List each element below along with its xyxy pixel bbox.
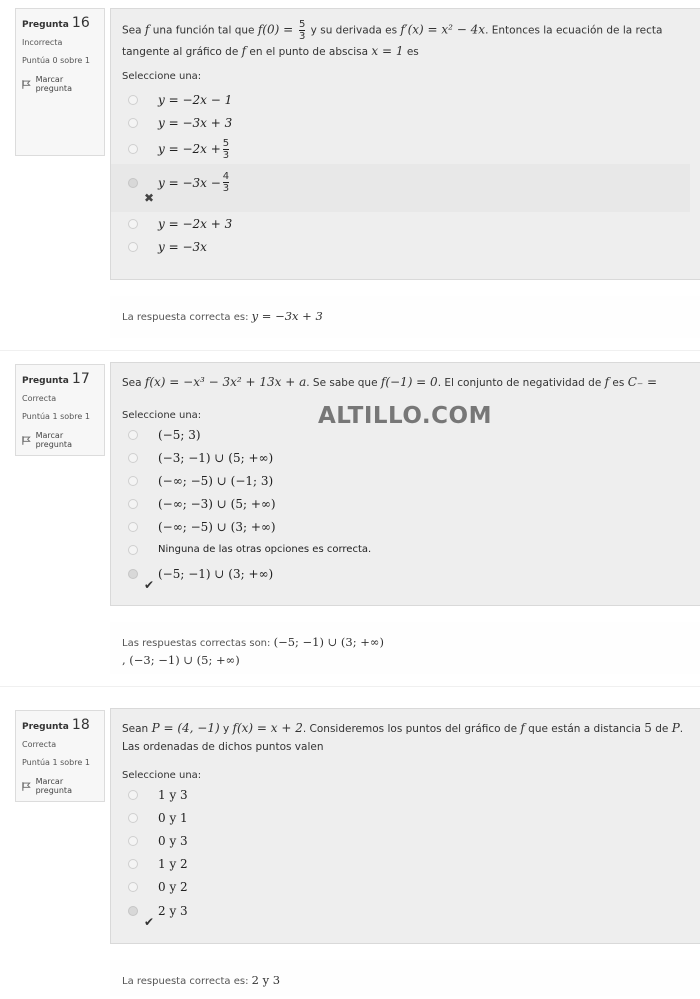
answer-option[interactable]: (−3; −1) ∪ (5; +∞) [122, 446, 690, 469]
answer-options [122, 423, 690, 597]
fraction: $\frac{5}{3}$ [222, 137, 230, 161]
flag-question-link[interactable] [22, 75, 99, 93]
answer-prompt: Seleccione una: [122, 770, 202, 781]
answer-option[interactable]: (−∞; −5) ∪ (3; +∞) [122, 515, 690, 538]
answer-option[interactable]: 0 y 3 [122, 829, 690, 852]
question-number: Pregunta 17 [22, 371, 90, 387]
question-info-panel [15, 710, 105, 802]
feedback-box [110, 622, 700, 674]
divider [0, 350, 700, 351]
radio-button[interactable] [128, 836, 138, 846]
question-state: Incorrecta [22, 38, 63, 47]
radio-button[interactable] [128, 476, 138, 486]
answer-option[interactable]: (−∞; −3) ∪ (5; +∞) [122, 492, 690, 515]
question-state: Correcta [22, 394, 57, 403]
question-number-value: 16 [71, 15, 90, 31]
answer-option[interactable]: 1 y 2 [122, 852, 690, 875]
question-text: Sea f(x) = −x³ − 3x² + 13x + a. Se sabe que f(−1) = 0. El conjunto de negatividad de f es C₋ = [122, 375, 658, 389]
radio-button[interactable] [128, 859, 138, 869]
answer-options [122, 88, 690, 258]
feedback-label: La respuesta correcta es: [122, 312, 252, 323]
radio-button[interactable] [128, 790, 138, 800]
fraction: $\frac{4}{3}$ [222, 171, 230, 194]
cross-icon: ✖ [144, 191, 155, 205]
radio-button[interactable] [128, 522, 138, 532]
feedback-value: 2 y 3 [251, 973, 281, 987]
radio-button[interactable] [128, 242, 138, 252]
fraction: $\frac{5}{3}$ [298, 19, 306, 42]
feedback-box [110, 960, 700, 996]
feedback-value-2: , (−3; −1) ∪ (5; +∞) [122, 653, 240, 667]
question-content [110, 8, 700, 280]
answer-options [122, 783, 690, 934]
answer-option[interactable]: 0 y 1 [122, 806, 690, 829]
flag-question-link[interactable]: Marcar pregunta [22, 777, 99, 795]
question-info-panel [15, 8, 105, 156]
check-icon: ✔ [144, 577, 155, 592]
flag-icon [22, 782, 31, 791]
radio-button[interactable] [128, 453, 138, 463]
answer-option[interactable]: y = −3x [122, 235, 690, 258]
answer-option[interactable]: y = −2x + $\frac{5}{3}$ [122, 134, 690, 164]
flag-question-link[interactable]: Marcar pregunta [22, 431, 99, 449]
flag-icon [22, 436, 31, 445]
answer-option[interactable]: 1 y 3 [122, 783, 690, 806]
answer-option[interactable]: (−∞; −5) ∪ (−1; 3) [122, 469, 690, 492]
radio-button[interactable] [128, 118, 138, 128]
radio-button[interactable] [128, 144, 138, 154]
feedback-value: (−5; −1) ∪ (3; +∞) [273, 635, 384, 649]
question-number [22, 15, 99, 31]
answer-prompt: Seleccione una: [122, 71, 202, 82]
feedback-label: Las respuestas correctas son: [122, 638, 274, 649]
question-number: Pregunta 18 [22, 717, 90, 733]
check-icon: ✔ [144, 914, 155, 929]
feedback-label: La respuesta correcta es: [122, 976, 252, 987]
flag-icon [22, 80, 31, 89]
radio-button[interactable] [128, 95, 138, 105]
radio-button[interactable] [128, 813, 138, 823]
answer-option[interactable]: y = −2x − 1 [122, 88, 690, 111]
question-grade: Puntúa 1 sobre 1 [22, 758, 90, 767]
answer-option-selected[interactable]: 2 y 3 ✔ [122, 898, 690, 934]
radio-button-checked[interactable] [128, 178, 138, 188]
question-content [110, 362, 700, 606]
answer-option-selected[interactable]: y = −3x − $\frac{4}{3}$ ✖ [111, 164, 690, 212]
answer-option[interactable]: (−5; 3) [122, 423, 690, 446]
answer-option[interactable]: 0 y 2 [122, 875, 690, 898]
answer-option-selected[interactable]: (−5; −1) ∪ (3; +∞) ✔ [122, 561, 690, 597]
question-text: Sean P = (4, −1) y f(x) = x + 2. Consideremos los puntos del gráfico de f que están a distancia 5 de P. Las ordenadas de dichos puntos valen [122, 721, 684, 753]
question-text: Sea f una función tal que f(0) = $\frac{5}{3}$ y su derivada es f′(x) = x² − 4x. Entonces la ecuación de la recta tangente al gráfico de f en el punto de abscisa x = 1 es [122, 19, 663, 58]
question-label: Pregunta [22, 20, 69, 30]
answer-option[interactable]: y = −2x + 3 [122, 212, 690, 235]
divider [0, 686, 700, 687]
flag-label: Marcar pregunta [35, 75, 72, 93]
question-content [110, 708, 700, 944]
question-state: Correcta [22, 740, 57, 749]
radio-button[interactable] [128, 545, 138, 555]
radio-button-checked[interactable] [128, 569, 138, 579]
question-info-panel [15, 364, 105, 456]
answer-prompt: Seleccione una: [122, 410, 202, 421]
radio-button[interactable] [128, 882, 138, 892]
answer-option[interactable]: y = −3x + 3 [122, 111, 690, 134]
radio-button-checked[interactable] [128, 906, 138, 916]
watermark-logo: ALTILLO.COM [318, 403, 492, 429]
radio-button[interactable] [128, 430, 138, 440]
answer-option[interactable]: Ninguna de las otras opciones es correcta. [122, 538, 690, 561]
question-grade: Puntúa 0 sobre 1 [22, 56, 90, 65]
radio-button[interactable] [128, 219, 138, 229]
question-grade: Puntúa 1 sobre 1 [22, 412, 90, 421]
feedback-box [110, 296, 700, 338]
radio-button[interactable] [128, 499, 138, 509]
feedback-value: y = −3x + 3 [251, 309, 323, 323]
